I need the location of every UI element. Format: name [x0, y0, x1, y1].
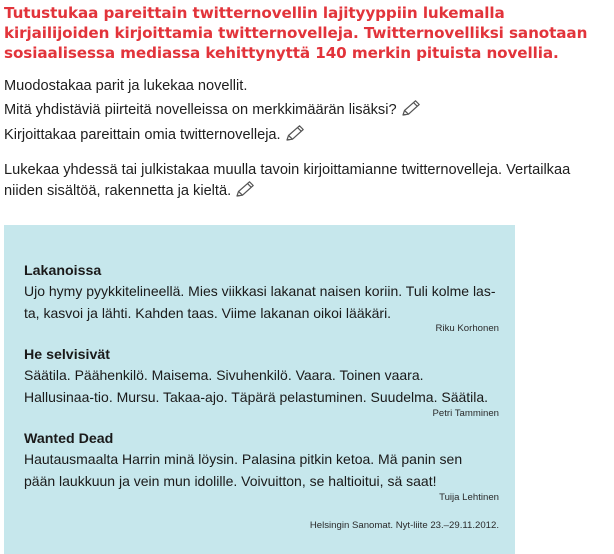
task-3 [4, 125, 610, 146]
task-1-text: Muodostakaa parit ja lukekaa novellit. [4, 78, 248, 94]
task-2-text: Mitä yhdistäviä piirteitä novelleissa on merkkimäärän lisäksi? [4, 102, 397, 118]
story-author: Petri Tamminen [432, 408, 499, 419]
story-title: Lakanoissa [24, 263, 102, 279]
source-citation: Helsingin Sanomat. Nyt-liite 23.–29.11.2012. [309, 520, 499, 531]
story-text: Säätila. Päähenkilö. Maisema. Sivuhenkilö. Vaara. Toinen vaara. Hallusinaa-tio. Mursu. Takaa-ajo. Täpärä pelastuminen. Suudelma. Säätila. [24, 367, 489, 405]
story-text: Hautausmaalta Harrin minä löysin. Palasina pitkin ketoa. Mä panin sen pään laukkuun ja vein mun idolille. Voivuitton, se haltioitui, sä saat! [24, 451, 463, 489]
page-heading: Tutustukaa pareittain twitternovellin lajityyppiin lukemalla kirjailijoiden kirjoittamia twitternovelleja. Twitternovelliksi sanotaan sosiaalisessa mediassa kehittynyttä 140 merkin pituista novellia. [4, 4, 588, 62]
pencil-icon[interactable] [234, 181, 256, 199]
story-author: Riku Korhonen [435, 323, 499, 334]
task-2 [4, 100, 610, 121]
task-3-text: Kirjoittakaa pareittain omia twitternovelleja. [4, 127, 281, 143]
pencil-icon[interactable] [284, 125, 306, 143]
story-title: He selvisivät [24, 347, 110, 363]
story-author: Tuija Lehtinen [439, 492, 499, 503]
story-title: Wanted Dead [24, 431, 114, 447]
pencil-icon[interactable] [400, 100, 422, 118]
task-1 [4, 76, 610, 97]
task-4-text: Lukekaa yhdessä tai julkistakaa muulla tavoin kirjoittamianne twitternovelleja. Vertailkaa niiden sisältöä, rakennetta ja kieltä. [4, 162, 571, 199]
task-4 [4, 160, 604, 202]
story-text: Ujo hymy pyykkitelineellä. Mies viikkasi lakanat naisen koriin. Tuli kolme las-ta, kasvoi ja lähti. Kahden taas. Viime lakanan oikoi lääkäri. [24, 283, 496, 321]
